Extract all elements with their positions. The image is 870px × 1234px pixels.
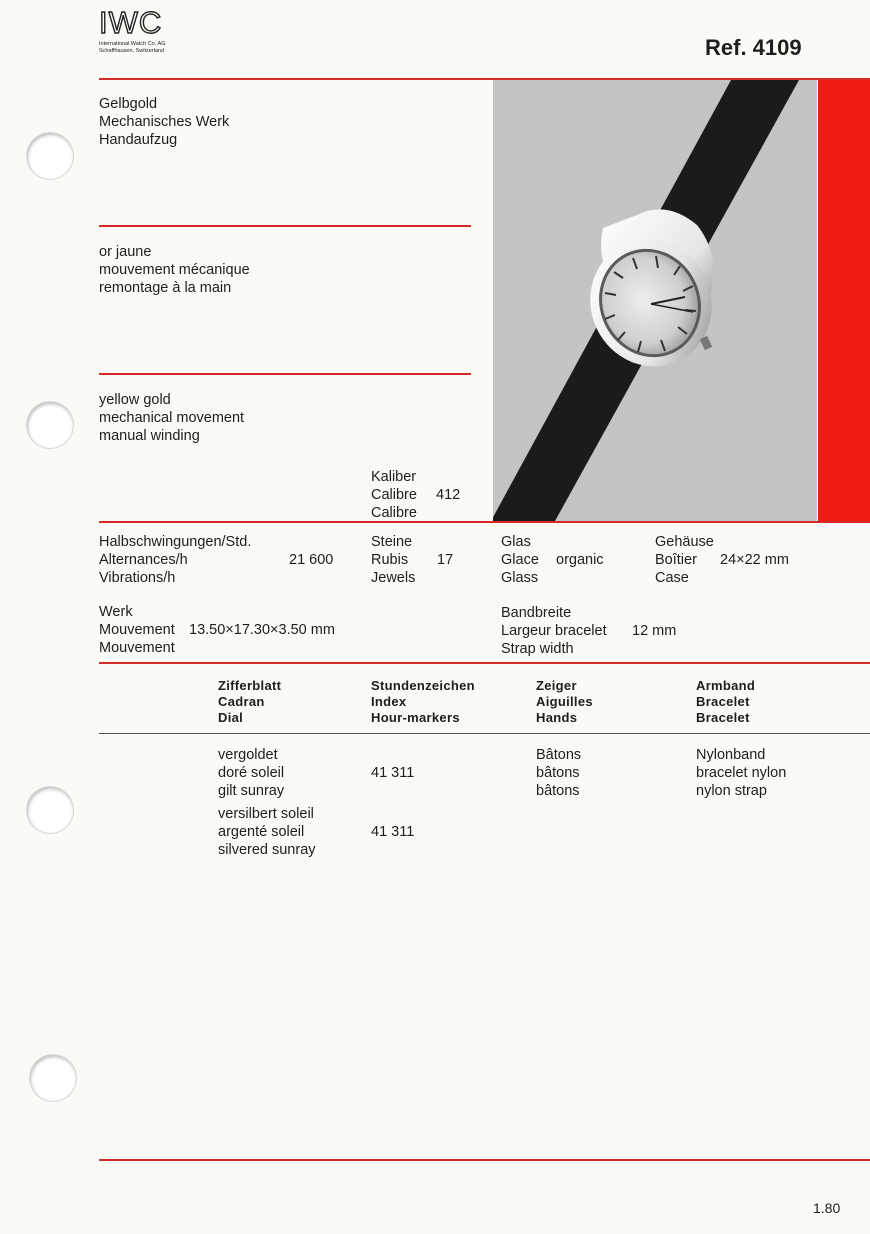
description-de-line: Gelbgold [99,96,158,112]
row2-dial-line: silvered sunray [218,842,316,858]
description-en-line: mechanical movement [99,410,245,426]
strap-width-value: 12 mm [632,623,677,639]
jewels-value: 17 [437,552,454,568]
row1-dial-line: doré soleil [218,765,285,781]
row1-strap [696,746,786,800]
calibre-label: Calibre [371,487,417,503]
description-de-line: Mechanisches Werk [99,114,230,130]
binder-hole-1 [27,133,73,179]
row1-dial-line: gilt sunray [218,783,285,799]
strap-width-label: Strap width [501,641,574,657]
row2-dial [218,805,316,859]
header-dial-line: Dial [218,710,244,725]
row1-dial [218,746,284,800]
glass-label: Glass [501,570,539,586]
header-dial-line: Cadran [218,694,265,709]
row1-hands-line: bâtons [536,765,580,781]
vibrations-label: Alternances/h [99,552,188,568]
description-german [99,95,229,149]
row1-dial-line: vergoldet [218,747,278,763]
row1-hands-line: bâtons [536,783,580,799]
binder-hole-2 [27,402,73,448]
row2-dial-line: versilbert soleil [218,806,314,822]
movement-label: Mouvement [99,622,175,638]
vibrations-label: Halbschwingungen/Std. [99,534,252,550]
movement-label: Mouvement [99,640,175,656]
row2-dial-line: argenté soleil [218,824,305,840]
header-bracelet-line: Bracelet [696,694,750,709]
glass-label: Glace [501,552,539,568]
header-markers-line: Hour-markers [371,710,460,725]
case-value: 24×22 mm [720,552,789,568]
strap-width-label: Largeur bracelet [501,623,607,639]
binder-hole-3 [27,787,73,833]
strap-width-label: Bandbreite [501,605,572,621]
movement-label: Werk [99,604,133,620]
calibre-label: Kaliber [371,469,417,485]
header-hour-markers [371,678,475,726]
case-labels [655,533,714,587]
iwc-logo [99,5,166,54]
company-name: International Watch Co. AG [99,41,166,47]
table-top-divider [99,662,870,664]
header-dial-line: Zifferblatt [218,678,282,693]
header-markers-line: Stundenzeichen [371,678,475,693]
case-label: Boîtier [655,552,697,568]
watch-illustration [493,80,817,521]
description-fr-line: remontage à la main [99,280,232,296]
vibrations-labels [99,533,251,587]
header-bracelet-line: Armband [696,678,756,693]
description-de-line: Handaufzug [99,132,178,148]
row1-strap-line: nylon strap [696,783,767,799]
calibre-label: Calibre [371,505,417,521]
case-label: Case [655,570,689,586]
binder-hole-4 [30,1055,76,1101]
section-divider-fr [99,373,471,375]
iwc-logo-mark: IWC [99,5,163,40]
table-header-divider [99,733,870,734]
calibre-value: 412 [436,487,461,503]
row1-strap-line: Nylonband [696,747,766,763]
header-hands [536,678,593,726]
description-english [99,391,244,445]
glass-labels [501,533,539,587]
movement-labels [99,603,175,657]
jewels-label: Steine [371,534,413,550]
strap-width-labels [501,604,607,658]
watch-photo [493,80,817,521]
company-location: Schaffhausen, Switzerland [99,47,165,54]
jewels-label: Rubis [371,552,409,568]
section-divider-de [99,225,471,227]
side-accent-bar [818,80,870,521]
header-hands-line: Hands [536,710,578,725]
header-hands-line: Aiguilles [536,694,593,709]
description-en-line: yellow gold [99,392,171,408]
header-bracelet-line: Bracelet [696,710,750,725]
vibrations-value: 21 600 [289,552,334,568]
movement-value: 13.50×17.30×3.50 mm [189,622,335,638]
row1-strap-line: bracelet nylon [696,765,787,781]
header-dial [218,678,281,726]
jewels-label: Jewels [371,570,416,586]
description-fr-line: or jaune [99,244,152,260]
footer-divider [99,1159,870,1161]
specs-divider [99,521,870,523]
row1-markers: 41 311 [371,765,415,781]
reference-number: Ref. 4109 [705,35,802,60]
vibrations-label: Vibrations/h [99,570,176,586]
header-markers-line: Index [371,694,407,709]
description-en-line: manual winding [99,428,200,444]
header-bracelet [696,678,755,726]
page-number: 1.80 [813,1200,841,1216]
jewels-labels [371,533,415,587]
description-fr-line: mouvement mécanique [99,262,250,278]
row1-hands [536,746,581,800]
header-hands-line: Zeiger [536,678,577,693]
glass-value: organic [556,552,604,568]
row2-markers: 41 311 [371,824,415,840]
row1-hands-line: Bâtons [536,747,582,763]
description-french [99,243,250,297]
glass-label: Glas [501,534,531,550]
calibre-labels [371,468,417,522]
case-label: Gehäuse [655,534,714,550]
